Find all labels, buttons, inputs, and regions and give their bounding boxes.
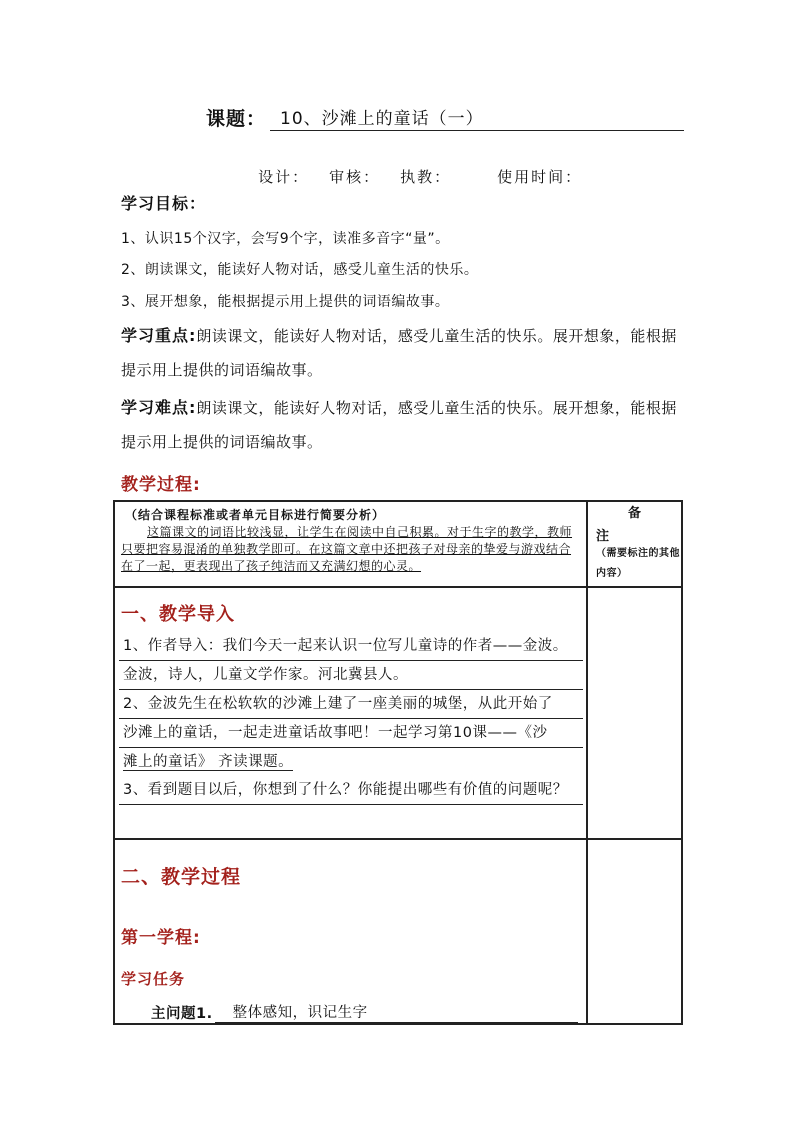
- note-description: （需要标注的其他内容）: [596, 548, 680, 579]
- objective-item: 1、认识15个汉字，会写9个字，读准多音字“量”。: [121, 231, 450, 247]
- lesson-table: [113, 500, 683, 1025]
- meta-teacher: 执教：: [400, 168, 452, 186]
- difficulties-paragraph: [121, 391, 681, 459]
- lesson-title: [206, 104, 684, 131]
- objective-item: 2、朗读课文，能读好人物对话，感受儿童生活的快乐。: [121, 262, 479, 278]
- analysis-heading: （结合课程标准或者单元目标进行简要分析）: [125, 508, 386, 522]
- title-label: 课题：: [206, 108, 267, 130]
- analysis-cell: [114, 501, 587, 587]
- section2-cell: [114, 839, 587, 1024]
- meta-design: 设计：: [258, 168, 310, 186]
- difficulties-label: 学习难点:: [121, 398, 197, 417]
- key-points-paragraph: [121, 319, 681, 387]
- section2-subtitle: 第一学程:: [121, 928, 201, 948]
- section2-title: 二、教学过程: [121, 866, 242, 888]
- main-question: [115, 989, 586, 1023]
- section1-line: 1、作者导入：我们今天一起来认识一位写儿童诗的作者——金波。: [119, 632, 583, 661]
- section1-line: 2、金波先生在松软软的沙滩上建了一座美丽的城堡，从此开始了: [119, 690, 583, 719]
- question-text: 整体感知，识记生字: [215, 1001, 578, 1023]
- key-points-text: 朗读课文，能读好人物对话，感受儿童生活的快乐。展开想象，能根据提示用上提供的词语编故事。: [121, 327, 677, 379]
- title-text: 10、沙滩上的童话（一）: [270, 104, 684, 131]
- note-cell: [587, 501, 682, 587]
- question-label: 主问题1.: [151, 1006, 213, 1022]
- section1-line: 沙滩上的童话，一起走进童话故事吧！一起学习第10课——《沙: [119, 719, 583, 748]
- key-points-label: 学习重点:: [121, 326, 197, 345]
- analysis-body: 这篇课文的词语比较浅显，让学生在阅读中自己积累。对于生字的教学，教师只要把容易混淆的单独教学即可。在这篇文章中还把孩子对母亲的挚爱与游戏结合在了一起，更表现出了孩子纯洁而又充满幻想的心灵。: [121, 525, 573, 573]
- section1-cell: [114, 587, 587, 839]
- process-heading: 教学过程:: [121, 475, 201, 495]
- section2-note-cell: [587, 839, 682, 1024]
- task-label: 学习任务: [121, 970, 186, 988]
- section1-line: 3、看到题目以后，你想到了什么？你能提出哪些有价值的问题呢？: [119, 776, 583, 805]
- meta-usage-time: 使用时间：: [497, 168, 583, 186]
- section1-title: 一、教学导入: [121, 604, 235, 625]
- meta-row: [231, 148, 602, 205]
- section1-line-text: 滩上的童话》 齐读课题。: [123, 754, 294, 770]
- objectives-heading: 学习目标：: [121, 194, 207, 213]
- meta-review: 审核：: [329, 168, 381, 186]
- objective-item: 3、展开想象，能根据提示用上提供的词语编故事。: [121, 294, 450, 310]
- section1-line: 金波，诗人，儿童文学作家。河北冀县人。: [119, 661, 583, 690]
- difficulties-text: 朗读课文，能读好人物对话，感受儿童生活的快乐。展开想象，能根据提示用上提供的词语编故事。: [121, 399, 677, 451]
- note-title-2: 注: [596, 529, 610, 544]
- note-title-1: 备: [627, 506, 641, 521]
- section1-line: [119, 748, 583, 776]
- section1-note-cell: [587, 587, 682, 839]
